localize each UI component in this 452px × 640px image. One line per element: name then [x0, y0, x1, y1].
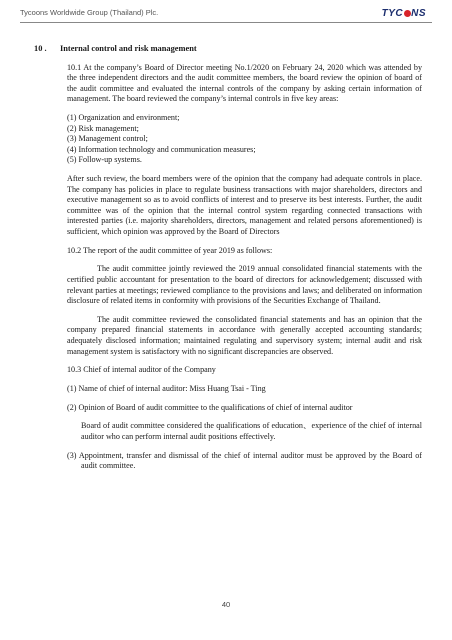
paragraph-10-3-3: (3) Appointment, transfer and dismissal of the chief of internal auditor must be approved by the Board of audit committee. — [67, 450, 422, 471]
key-areas-list — [67, 113, 422, 166]
company-name: Tycoons Worldwide Group (Thailand) Plc. — [20, 8, 159, 17]
paragraph-10-3-2-body: Board of audit committee considered the qualifications of education、experience of the chief of internal auditor who can perform internal audit positions effectively. — [81, 421, 422, 441]
list-item: (5) Follow-up systems. — [67, 155, 142, 165]
section-title: Internal control and risk management — [60, 44, 197, 53]
list-item: (4) Information technology and communication measures; — [67, 144, 256, 154]
logo-text-right: NS — [411, 8, 426, 19]
heading-10-2: 10.2 The report of the audit committee of year 2019 as follows: — [67, 245, 273, 255]
list-item: (3) Management control; — [67, 134, 148, 144]
paragraph-10-3-1: (1) Name of chief of internal auditor: Miss Huang Tsai - Ting — [67, 384, 266, 393]
logo-circle-icon — [404, 10, 411, 17]
logo-text-left: TYC — [381, 8, 404, 19]
section-heading — [34, 44, 422, 55]
paragraph-10-3-2: (2) Opinion of Board of audit committee to the qualifications of chief of internal auditor — [67, 402, 353, 412]
company-logo — [382, 8, 426, 19]
paragraph-10-2-review: The audit committee jointly reviewed the 2019 annual consolidated financial statements with the certified public accountant for presentation to the board of directors for acknowledgement; discussed with relevant parties at meetings; reviewed compliance to the provisions and laws; and deliberated on information disclosure of related items in conformity with provisions of the Securities Exchange of Thailand. — [67, 264, 422, 306]
page-number: 40 — [221, 600, 231, 609]
paragraph-10-1: 10.1 At the company’s Board of Director meeting No.1/2020 on February 24, 2020 which was attended by the three independent directors and the audit committee members, the board review the opinion of board of the audit committee and evaluated the internal controls of the company by asking certain information of management. The board reviewed the company’s internal controls in five key areas: — [67, 62, 422, 104]
heading-10-3: 10.3 Chief of internal auditor of the Company — [67, 365, 216, 375]
header-divider — [20, 22, 432, 23]
page-header — [20, 8, 432, 34]
document-body — [34, 44, 422, 480]
list-item: (2) Risk management; — [67, 123, 139, 133]
paragraph-10-2-opinion: The audit committee reviewed the consolidated financial statements and has an opinion that the company prepared financial statements in accordance with generally accepted accounting standards; adequately disclosed information; maintained regulating and supervisory system; internal audit and risk management system is satisfactory with no significant discrepancies are observed. — [67, 314, 422, 356]
list-item: (1) Organization and environment; — [67, 112, 180, 122]
section-number: 10 . — [34, 44, 47, 53]
paragraph-board-opinion: After such review, the board members were of the opinion that the company had adequate controls in place. The company has policies in place to regulate business transactions with major shareholders, directors and executive management so as to avoid conflicts of interest and to preserve its best interests. Further, the audit committee was of the opinion that the internal control system regarding connected transactions with interested parties (i.e. majority shareholders, directors, management and related persons aforementioned) is sufficient, which opinion was approved by the Board of Directors — [67, 174, 422, 236]
